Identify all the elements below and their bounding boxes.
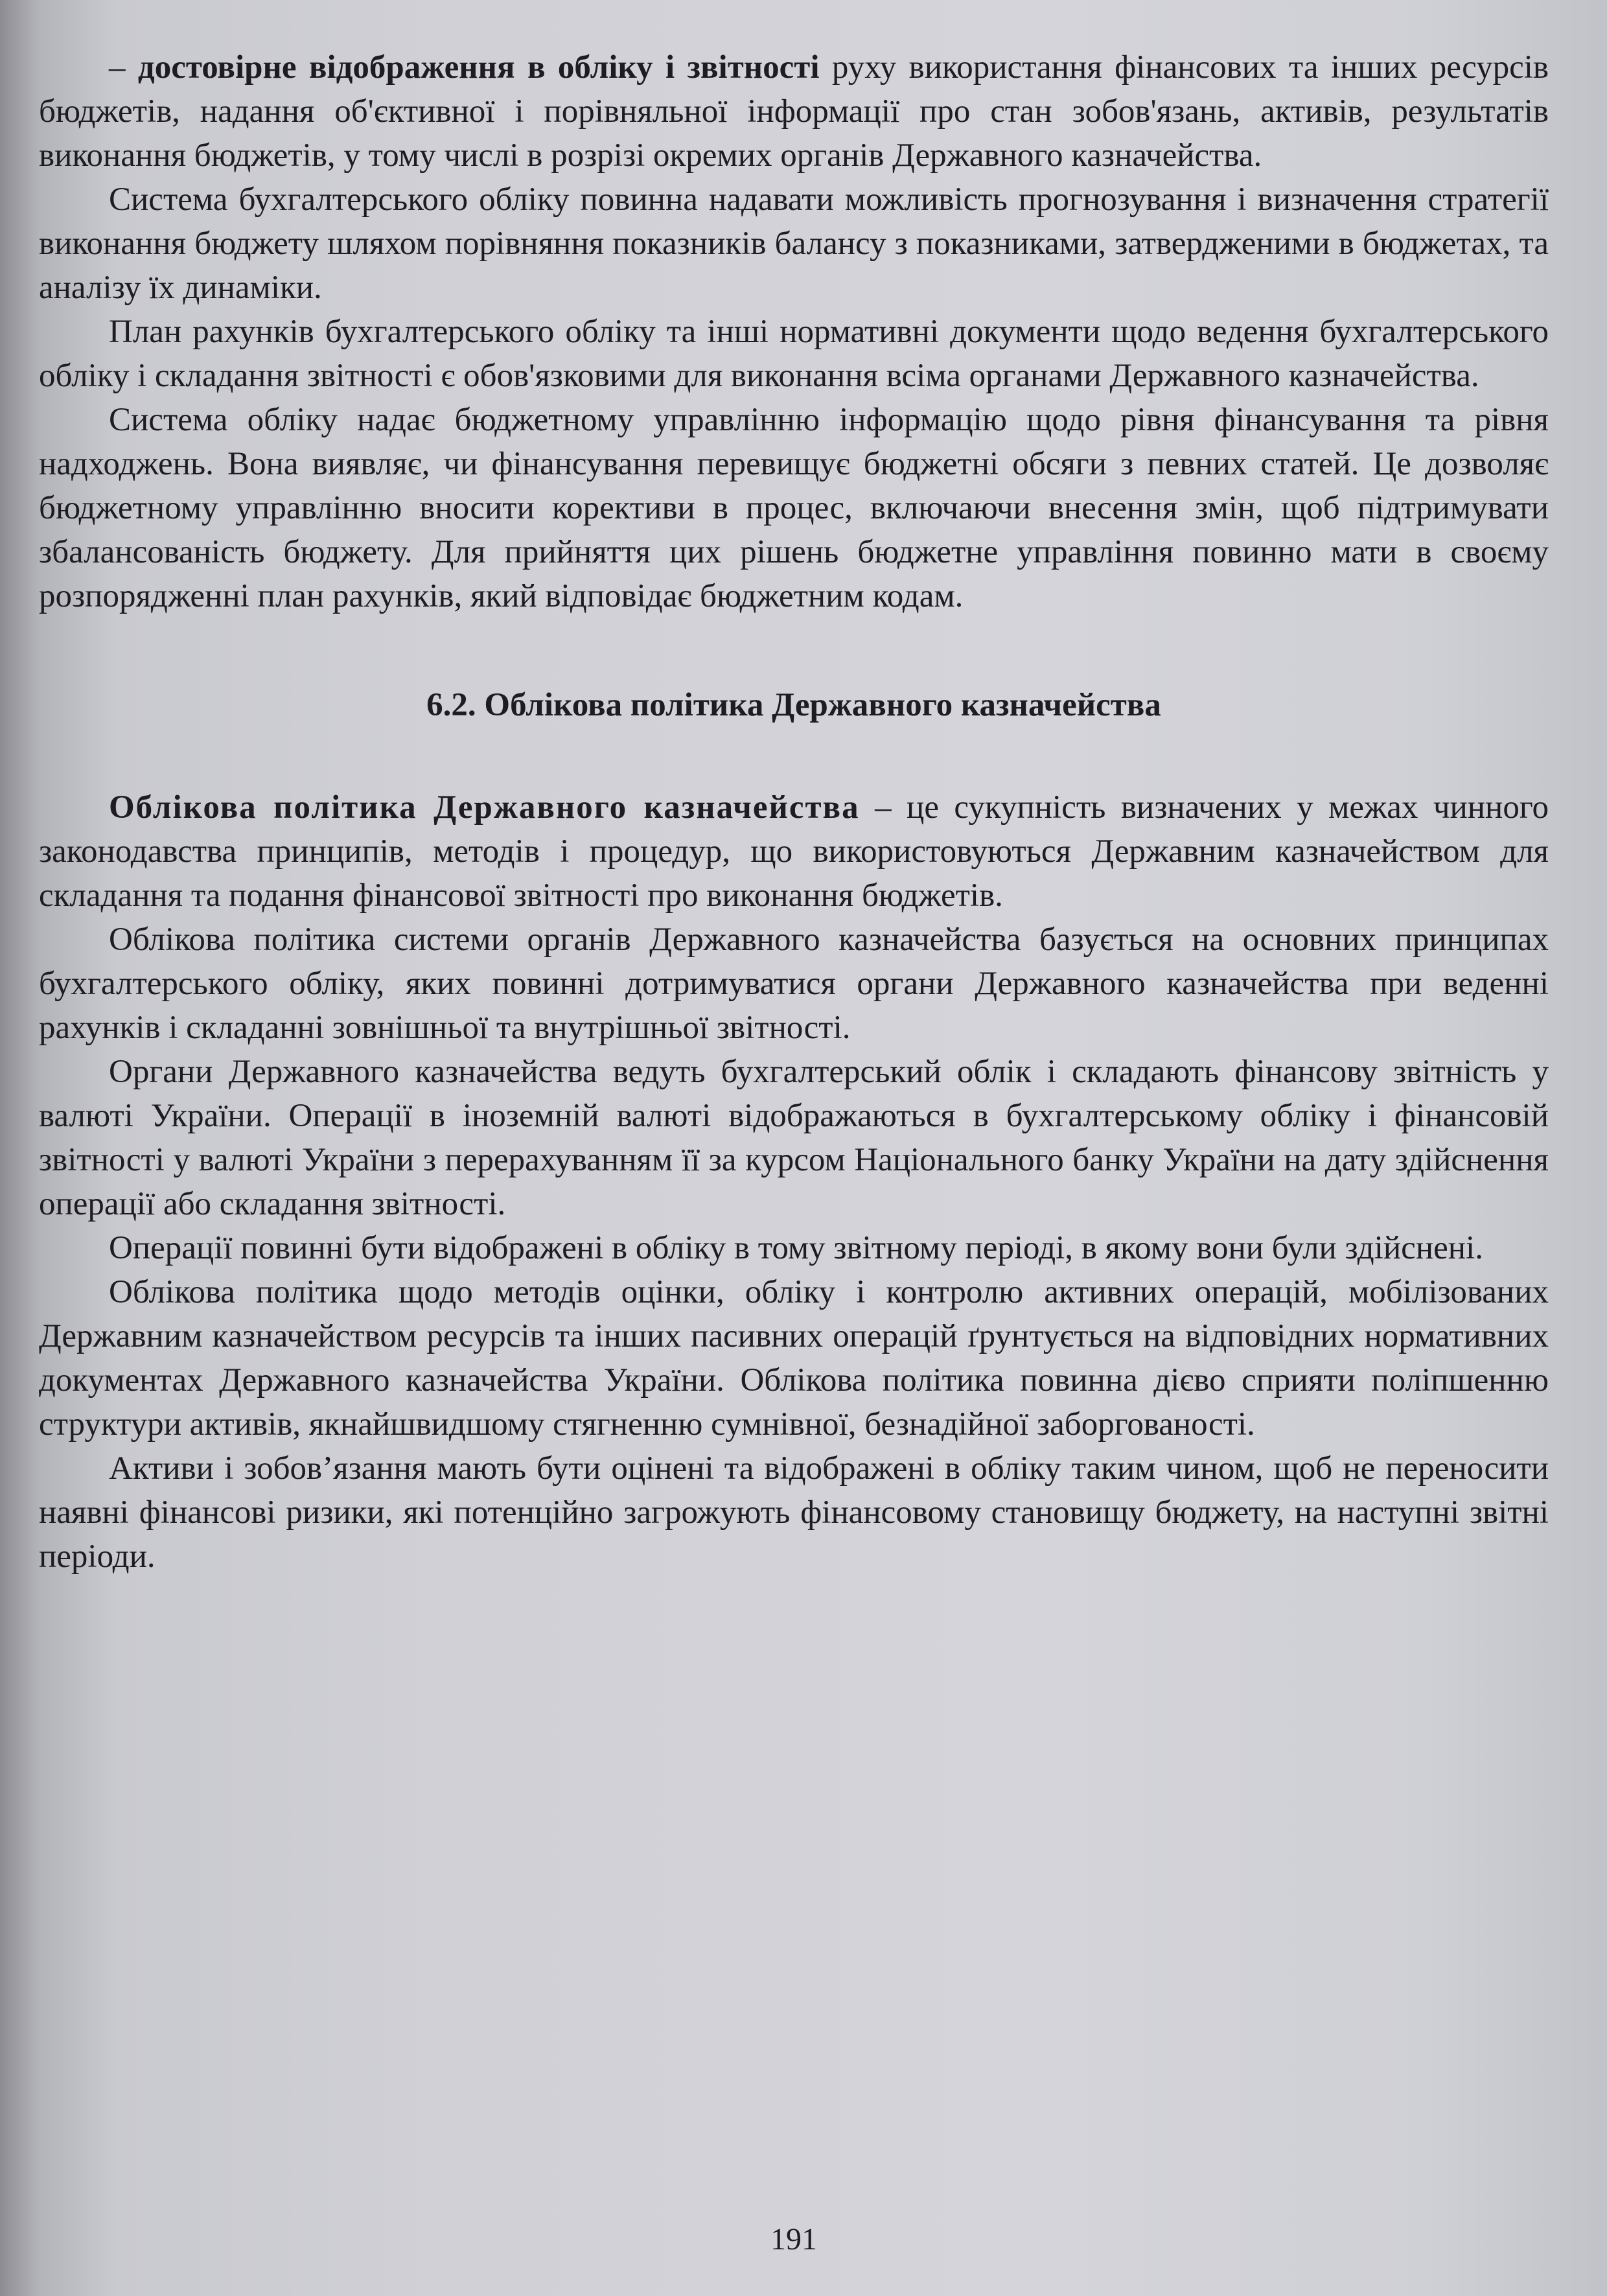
paragraph-assets-liabilities: Активи і зобов’язання мають бути оцінені та відображені в обліку таким чином, щоб не переносити наявні фінансові ризики, які потенційно загрожують фінансовому становищу бюджету, на наступні звітні періоди.	[39, 1450, 1549, 1575]
definition-text: – це сукупність визначених у межах чинного законодавства принципів, методів і процедур, що використовуються Державним казначейством для складання та подання фінансової звітності про виконання бюджетів.	[39, 789, 1549, 914]
book-page	[39, 45, 1549, 2262]
intro-text: руху використання фінансових та інших ресурсів бюджетів, надання об'єктивної і порівняльної інформації про стан зобов'язань, активів, результатів виконання бюджетів, у тому числі в розрізі окремих органів Державного казначейства.	[39, 49, 1549, 174]
page-number: 191	[770, 2222, 817, 2256]
list-dash: –	[109, 49, 126, 86]
definition-bold-term: Облікова політика Державного казначейства	[109, 789, 860, 826]
section-heading: 6.2. Облікова політика Державного казначейства	[426, 687, 1161, 723]
paragraph-reporting-period: Операції повинні бути відображені в обліку в тому звітному періоді, в якому вони були здійснені.	[109, 1230, 1483, 1266]
paragraph-valuation-methods: Облікова політика щодо методів оцінки, обліку і контролю активних операцій, мобілізованих Державним казначейством ресурсів та інших пасивних операцій ґрунтується на відповідних нормативних документах Державного казначейства України. Облікова політика повинна дієво сприяти поліпшенню структури активів, якнайшвидшому стягненню сумнівної, безнадійної заборгованості.	[39, 1274, 1549, 1443]
paragraph-forecasting: Система бухгалтерського обліку повинна надавати можливість прогнозування і визначення стратегії виконання бюджету шляхом порівняння показників балансу з показниками, затвердженими в бюджетах, та аналізу їх динаміки.	[39, 181, 1549, 306]
paragraph-accounting-system: Система обліку надає бюджетному управлінню інформацію щодо рівня фінансування та рівня надходжень. Вона виявляє, чи фінансування перевищує бюджетні обсяги з певних статей. Це дозволяє бюджетному управлінню вносити корективи в процес, включаючи внесення змін, щоб підтримувати збалансованість бюджету. Для прийняття цих рішень бюджетне управління повинно мати в своєму розпорядженні план рахунків, який відповідає бюджетним кодам.	[39, 402, 1549, 614]
paragraph-chart-of-accounts: План рахунків бухгалтерського обліку та інші нормативні документи щодо ведення бухгалтерського обліку і складання звітності є обов'язковими для виконання всіма органами Державного казначейства.	[39, 314, 1549, 394]
paragraph-currency: Органи Державного казначейства ведуть бухгалтерський облік і складають фінансову звітність у валюті України. Операції в іноземній валюті відображаються в бухгалтерському обліку і фінансовій звітності у валюті України з перерахуванням її за курсом Національного банку України на дату здійснення операції або складання звітності.	[39, 1054, 1549, 1222]
definition-paragraph	[39, 785, 1549, 918]
intro-list-item	[39, 45, 1549, 178]
intro-bold-term: достовірне відображення в обліку і звітності	[137, 49, 820, 86]
paragraph-principles: Облікова політика системи органів Державного казначейства базується на основних принципах бухгалтерського обліку, яких повинні дотримуватися органи Державного казначейства при веденні рахунків і складанні зовнішньої та внутрішньої звітності.	[39, 922, 1549, 1046]
